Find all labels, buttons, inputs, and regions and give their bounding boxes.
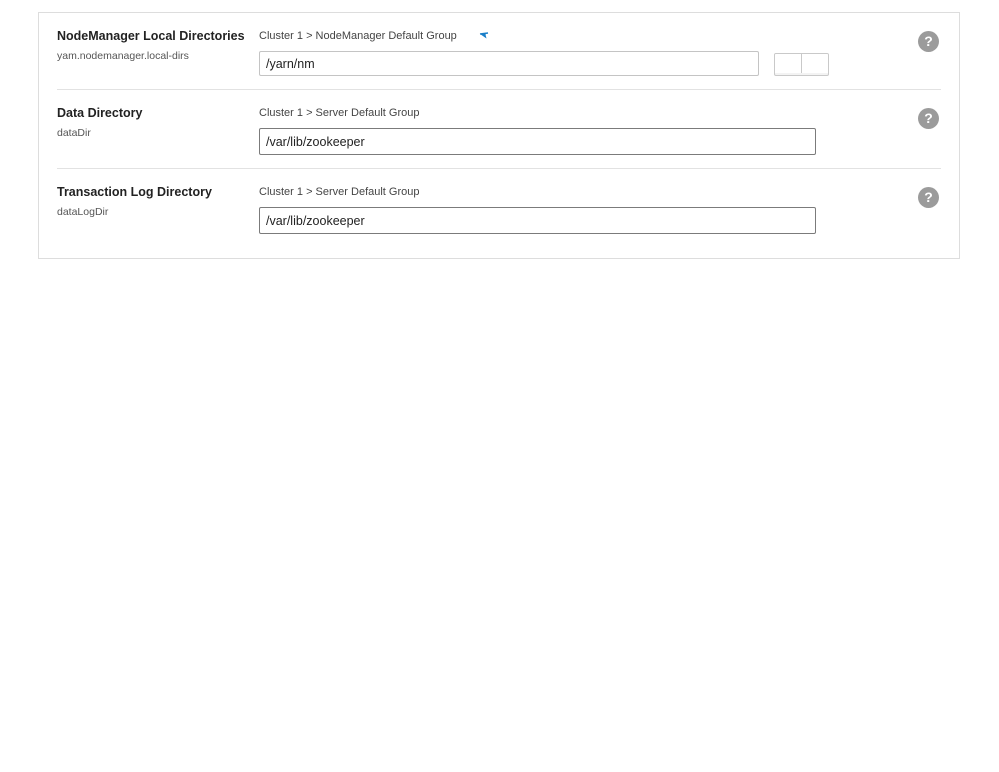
nodemanager-local-dirs-input[interactable] (259, 51, 759, 76)
scope-line (259, 106, 879, 120)
scope-line (259, 185, 879, 199)
help-icon[interactable]: ? (918, 108, 939, 129)
configuration-panel (38, 12, 960, 259)
help-icon[interactable]: ? (918, 187, 939, 208)
value-input-row (259, 128, 879, 155)
help-column (879, 104, 941, 129)
property-title: Data Directory (57, 106, 143, 120)
scope-breadcrumb: Cluster 1 > Server Default Group (259, 107, 420, 119)
property-label-column (57, 104, 259, 140)
scope-line (259, 29, 879, 43)
value-input-row (259, 207, 879, 234)
stepper-remove-button[interactable] (775, 54, 802, 73)
undo-arrow-icon[interactable] (477, 29, 491, 43)
config-row (57, 13, 941, 90)
property-value-column (259, 104, 879, 155)
property-value-column (259, 183, 879, 234)
property-title: Transaction Log Directory (57, 185, 212, 199)
directory-stepper[interactable] (774, 53, 829, 76)
help-column (879, 183, 941, 208)
config-row (57, 90, 941, 169)
scope-breadcrumb: Cluster 1 > Server Default Group (259, 186, 420, 198)
property-key: dataDir (57, 127, 91, 139)
property-title: NodeManager Local Directories (57, 29, 245, 43)
property-key: yam.nodemanager.local-dirs (57, 50, 189, 62)
help-icon[interactable]: ? (918, 31, 939, 52)
transaction-log-directory-input[interactable] (259, 207, 816, 234)
property-label-column (57, 27, 259, 63)
data-directory-input[interactable] (259, 128, 816, 155)
property-key: dataLogDir (57, 206, 109, 218)
property-label-column (57, 183, 259, 219)
help-column (879, 27, 941, 52)
property-value-column (259, 27, 879, 76)
config-row (57, 169, 941, 258)
value-input-row (259, 51, 879, 76)
scope-breadcrumb: Cluster 1 > NodeManager Default Group (259, 30, 457, 42)
stepper-add-button[interactable] (802, 54, 828, 73)
